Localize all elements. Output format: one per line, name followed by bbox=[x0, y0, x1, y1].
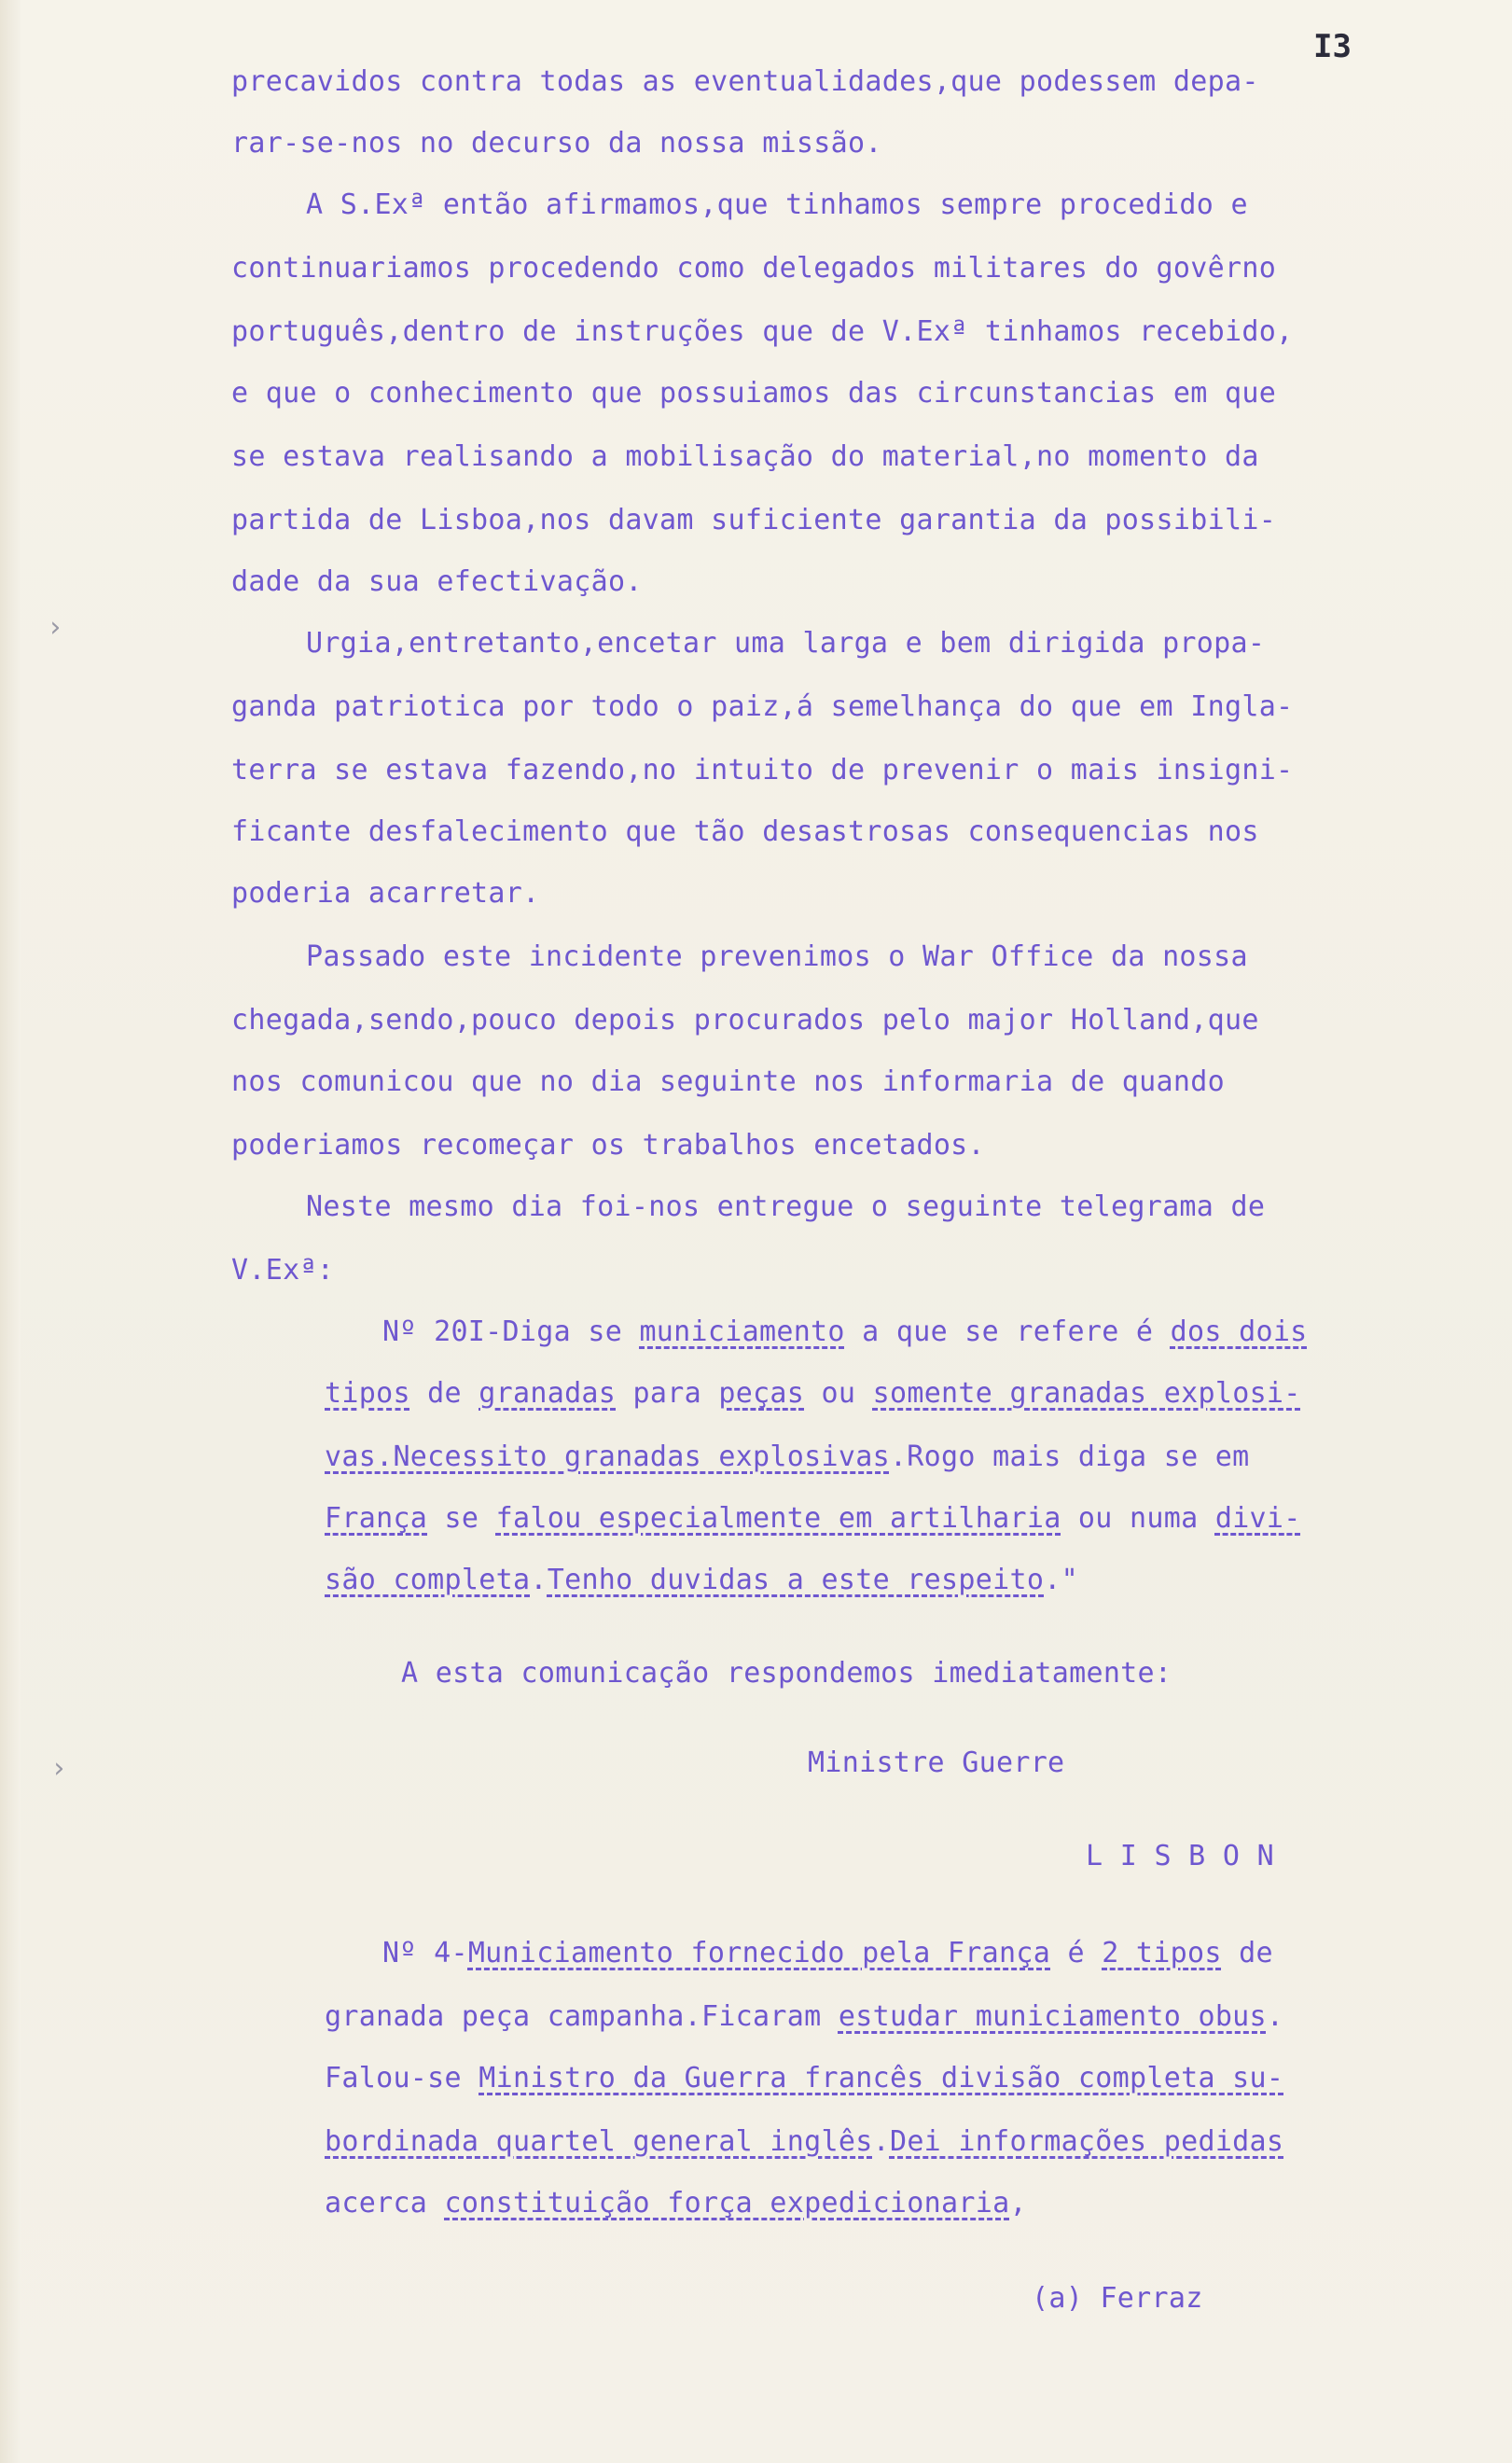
text-line: se estava realisando a mobilisação do material,no momento da bbox=[231, 440, 1259, 473]
telegram-line: acerca constituição força expedicionaria, bbox=[325, 2187, 1027, 2219]
telegram-line: granada peça campanha.Ficaram estudar municiamento obus. bbox=[325, 2000, 1284, 2033]
page-edge bbox=[0, 0, 21, 2463]
telegram-line: são completa.Tenho duvidas a este respeito." bbox=[325, 1564, 1078, 1596]
text-line: poderiamos recomeçar os trabalhos encetados. bbox=[231, 1129, 985, 1162]
telegram-line: Nº 20I-Diga se municiamento a que se refere é dos dois bbox=[382, 1315, 1308, 1348]
text-line: A S.Exª então afirmamos,que tinhamos sempre procedido e bbox=[306, 188, 1248, 221]
text-line: continuariamos procedendo como delegados militares do govêrno bbox=[231, 252, 1277, 285]
text-line: Passado este incidente prevenimos o War Office da nossa bbox=[306, 940, 1248, 973]
telegram-line: bordinada quartel general inglês.Dei informações pedidas bbox=[325, 2125, 1284, 2158]
text-line: e que o conhecimento que possuiamos das circunstancias em que bbox=[231, 377, 1277, 410]
text-line: chegada,sendo,pouco depois procurados pelo major Holland,que bbox=[231, 1004, 1259, 1037]
telegram-line: tipos de granadas para peças ou somente granadas explosi- bbox=[325, 1377, 1301, 1410]
text-line: V.Exª: bbox=[231, 1254, 335, 1287]
text-line: terra se estava fazendo,no intuito de prevenir o mais insigni- bbox=[231, 754, 1294, 786]
text-line: Urgia,entretanto,encetar uma larga e bem dirigida propa- bbox=[306, 627, 1266, 660]
telegram-city: L I S B O N bbox=[1086, 1840, 1274, 1872]
text-line: dade da sua efectivação. bbox=[231, 565, 643, 598]
text-line: ganda patriotica por todo o paiz,á semelhança do que em Ingla- bbox=[231, 690, 1294, 723]
margin-mark: › bbox=[47, 611, 64, 644]
text-line: ficante desfalecimento que tão desastrosas consequencias nos bbox=[231, 815, 1259, 848]
text-line: rar-se-nos no decurso da nossa missão. bbox=[231, 127, 882, 160]
text-line: poderia acarretar. bbox=[231, 877, 540, 910]
text-line: precavidos contra todas as eventualidades,que podessem depa- bbox=[231, 65, 1259, 98]
telegram-addressee: Ministre Guerre bbox=[808, 1746, 1065, 1779]
text-line: partida de Lisboa,nos davam suficiente garantia da possibili- bbox=[231, 504, 1277, 536]
telegram-line: Nº 4-Municiamento fornecido pela França é 2 tipos de bbox=[382, 1937, 1273, 1969]
margin-mark: › bbox=[50, 1752, 68, 1785]
telegram-line: vas.Necessito granadas explosivas.Rogo mais diga se em bbox=[325, 1440, 1250, 1473]
text-line: nos comunicou que no dia seguinte nos informaria de quando bbox=[231, 1065, 1225, 1098]
text-line: A esta comunicação respondemos imediatamente: bbox=[401, 1657, 1172, 1690]
page-number: I3 bbox=[1313, 28, 1352, 65]
telegram-line: França se falou especialmente em artilharia ou numa divi- bbox=[325, 1502, 1301, 1535]
text-line: Neste mesmo dia foi-nos entregue o seguinte telegrama de bbox=[306, 1190, 1266, 1223]
signature: (a) Ferraz bbox=[1032, 2282, 1203, 2315]
text-line: português,dentro de instruções que de V.Exª tinhamos recebido, bbox=[231, 315, 1294, 348]
telegram-line: Falou-se Ministro da Guerra francês divisão completa su- bbox=[325, 2062, 1284, 2094]
